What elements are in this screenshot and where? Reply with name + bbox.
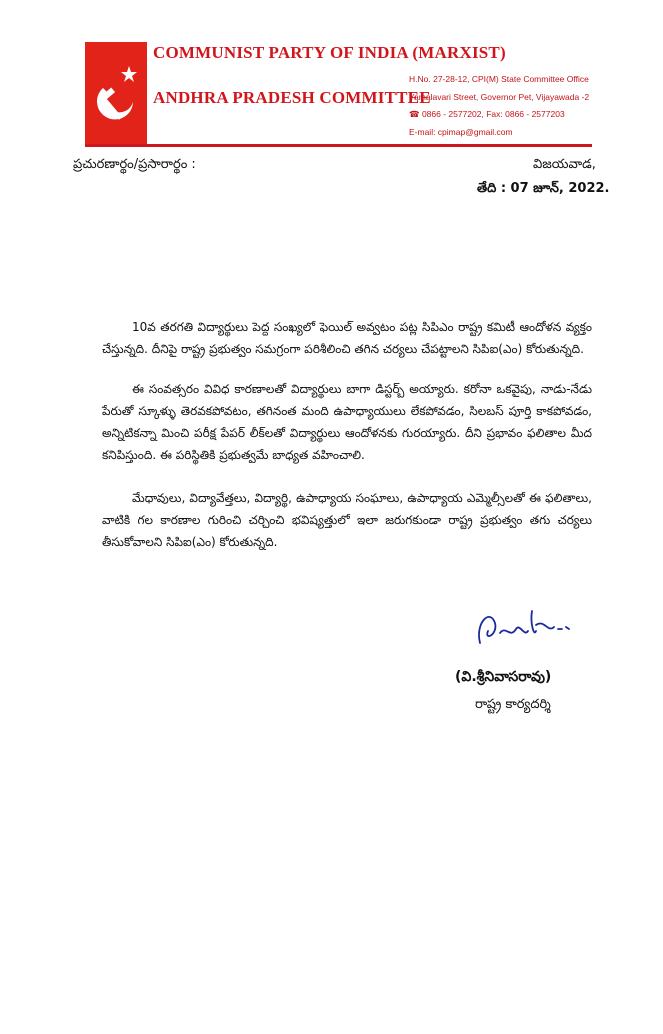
paragraph-1: 10వ తరగతి విద్యార్థులు పెద్ద సంఖ్యలో ఫెయిల్ అవ్వటం పట్ల సిపిఎం రాష్ట్ర కమిటీ ఆందోళన వ్యక్తం చేస్తున్నది. దీనిపై రాష్ట్ర ప్రభుత్వం సమగ్రంగా పరిశీలించి తగిన చర్యలు చేపట్టాలని సిపిఐ(ఎం) కోరుతున్నది.	[102, 320, 592, 356]
contact-block	[409, 71, 599, 141]
committee-name: ANDHRA PRADESH COMMITTEE	[153, 88, 431, 107]
signatory-name: (వి.శ్రీనివాసరావు)	[455, 669, 552, 685]
place: విజయవాడ,	[533, 157, 596, 172]
paragraph-2: ఈ సంవత్సరం వివిధ కారణాలతో విద్యార్థులు బాగా డిస్టర్బ్ అయ్యారు. కరోనా ఒకవైపు, నాడు-నేడు పేరుతో స్కూళ్ళు తెరవకపోవటం, తగినంత మంది ఉపాధ్యాయులు లేకపోవడం, సిలబస్ పూర్తి కాకపోవడం, అన్నిటికన్నా మించి పరీక్ష పేపర్ లీక్‌లతో విద్యార్థులు ఆందోళనకు గురయ్యారు. దీని ప్రభావం ఫలితాల మీద కనిపిస్తుంది. ఈ పరిస్థితికి ప్రభుత్వమే బాధ్యత వహించాలి.	[102, 382, 592, 462]
date: తేది : 07 జూన్, 2022.	[477, 181, 610, 196]
signatory-title: రాష్ట్ర కార్యదర్శి	[475, 697, 551, 712]
party-logo	[85, 42, 147, 146]
address-line-1: H.No. 27-28-12, CPI(M) State Committee Office	[409, 74, 589, 84]
paragraph-3: మేధావులు, విద్యావేత్తలు, విద్యార్థి, ఉపాధ్యాయ సంఘాలు, ఉపాధ్యాయ ఎమ్మెల్సీలతో ఈ ఫలితాలు, వాటికి గల కారణాల గురించి చర్చించి భవిష్యత్తులో ఇలా జరుగకుండా రాష్ట్ర ప్రభుత్వం తగు చర్యలు తీసుకోవాలని సిపిఐ(ఎం) కోరుతున్నది.	[102, 491, 592, 549]
hammer-sickle-star-icon	[89, 62, 143, 132]
press-label: ప్రచురణార్థం/ప్రసారార్థం :	[73, 157, 196, 172]
header-divider	[85, 144, 592, 147]
email-line: E-mail: cpimap@gmail.com	[409, 126, 513, 137]
phone-line: ☎ 0866 - 2577202, Fax: 0866 - 2577203	[409, 109, 565, 119]
org-name: COMMUNIST PARTY OF INDIA (MARXIST)	[153, 43, 506, 62]
address-line-2: Yamalavari Street, Governor Pet, Vijayawada -2	[409, 91, 590, 102]
handwritten-signature	[470, 603, 580, 657]
